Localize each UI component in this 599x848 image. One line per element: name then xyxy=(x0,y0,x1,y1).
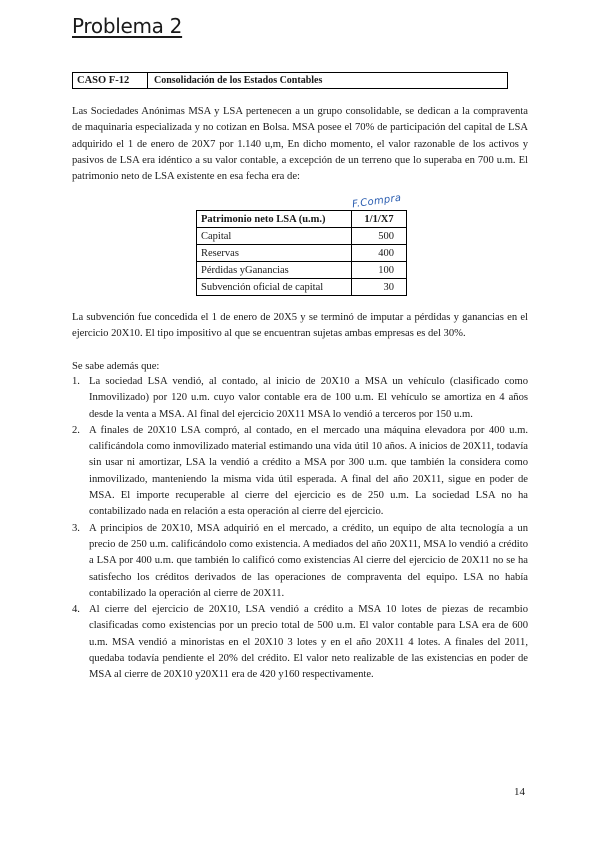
table-cell-label: Capital xyxy=(197,228,352,245)
case-name: Consolidación de los Estados Contables xyxy=(154,75,323,86)
list-item xyxy=(72,602,528,683)
table-row xyxy=(197,262,407,279)
case-number: CASO F-12 xyxy=(73,73,148,88)
table-row xyxy=(197,245,407,262)
table-cell-value: 100 xyxy=(352,262,407,279)
list-item-number: 4. xyxy=(72,604,80,616)
list-item-text: A principios de 20X10, MSA adquirió en el mercado, a crédito, un equipo de alta tecnología a un precio de 250 u.m. calificándolo como existencia. A mediados del año 20X11, MSA lo vendió a crédito a LSA por 400 u.m. que también lo calificó como existencias Al cierre del ejercicio de 20X11 no se ha satisfecho los créditos derivados de las operaciones de compraventa del equipo. LSA no había contabilizado la operación al cierre de 20X11. xyxy=(89,522,528,599)
handwritten-annotation: F.Compra xyxy=(351,192,403,211)
list-item xyxy=(72,374,528,423)
equity-table-header-date: 1/1/X7 xyxy=(352,211,407,228)
table-cell-label: Subvención oficial de capital xyxy=(197,279,352,296)
list-item xyxy=(72,423,528,521)
list-item-text: A finales de 20X10 LSA compró, al contado, en el mercado una máquina elevadora por 400 u.m. calificándola como inmovilizado material estimando una vida útil 10 años. A inicios de 20X11, todavía sin usar ni amortizar, LSA la vendió a crédito a MSA por 300 u.m. que también la considera como inmovilizado, manteniendo la misma vida útil esperada. A final del año 20X11, sigue en poder de MSA. El importe recuperable al cierre del ejercicio es de 250 u.m. La sociedad LSA no ha contabilizado nada en relación a esta operación al cierre del ejercicio. xyxy=(89,424,528,518)
equity-table-header-label: Patrimonio neto LSA (u.m.) xyxy=(197,211,352,228)
table-cell-value: 30 xyxy=(352,279,407,296)
intro-paragraph: Las Sociedades Anónimas MSA y LSA pertenecen a un grupo consolidable, se dedican a la compraventa de maquinaria especializada y no cotizan en Bolsa. MSA posee el 70% de participación del capital de LSA adquirido el 1 de enero de 20X7 por 1.140 u,m, En dicho momento, el valor razonable de los activos y pasivos de LSA era idéntico a su valor contable, a excepción de un terreno que lo superaba en 700 u.m. El patrimonio neto de LSA existente en esa fecha era de: xyxy=(72,106,528,183)
list-item-text: La sociedad LSA vendió, al contado, al inicio de 20X10 a MSA un vehículo (clasificado como Inmovilizado) por 120 u.m. cuyo valor contable era de 100 u.m. El vehículo se amortiza en 4 años desde la venta a MSA. Al final del ejercicio 20X11 MSA lo vendió a terceros por 150 u.m. xyxy=(89,376,528,420)
case-header-box xyxy=(72,72,508,89)
table-cell-label: Reservas xyxy=(197,245,352,262)
table-row xyxy=(197,279,407,296)
list-item-number: 3. xyxy=(72,522,80,534)
list-intro: Se sabe además que: xyxy=(72,361,160,372)
table-row xyxy=(197,228,407,245)
statements-list xyxy=(72,374,528,684)
page-number: 14 xyxy=(514,786,525,798)
list-item-number: 1. xyxy=(72,376,80,387)
list-item xyxy=(72,521,528,602)
equity-table-header xyxy=(197,211,407,228)
list-item-text: Al cierre del ejercicio de 20X10, LSA vendió a crédito a MSA 10 lotes de piezas de recambio clasificadas como existencias por un precio total de 500 u.m. El valor contable para LSA era de 600 u.m. MSA vendió a minoristas en el 20X10 3 lotes y en el año 20X11 4 lotes. A finales del 2011, quedaba todavía pendiente el 20% del crédito. El valor neto realizable de las existencias en poder de MSA al cierre de 20X10 y20X11 era de 420 y160 respectivamente. xyxy=(89,604,528,681)
table-cell-value: 500 xyxy=(352,228,407,245)
list-item-number: 2. xyxy=(72,424,80,436)
equity-table xyxy=(196,210,407,296)
subsidy-paragraph: La subvención fue concedida el 1 de enero de 20X5 y se terminó de imputar a pérdidas y ganancias en el ejercicio 20X10. El tipo impositivo al que se encuentran sujetas ambas empresas es del 30%. xyxy=(72,312,528,340)
page-heading: Problema 2 xyxy=(72,14,183,38)
table-cell-label: Pérdidas yGanancias xyxy=(197,262,352,279)
table-cell-value: 400 xyxy=(352,245,407,262)
